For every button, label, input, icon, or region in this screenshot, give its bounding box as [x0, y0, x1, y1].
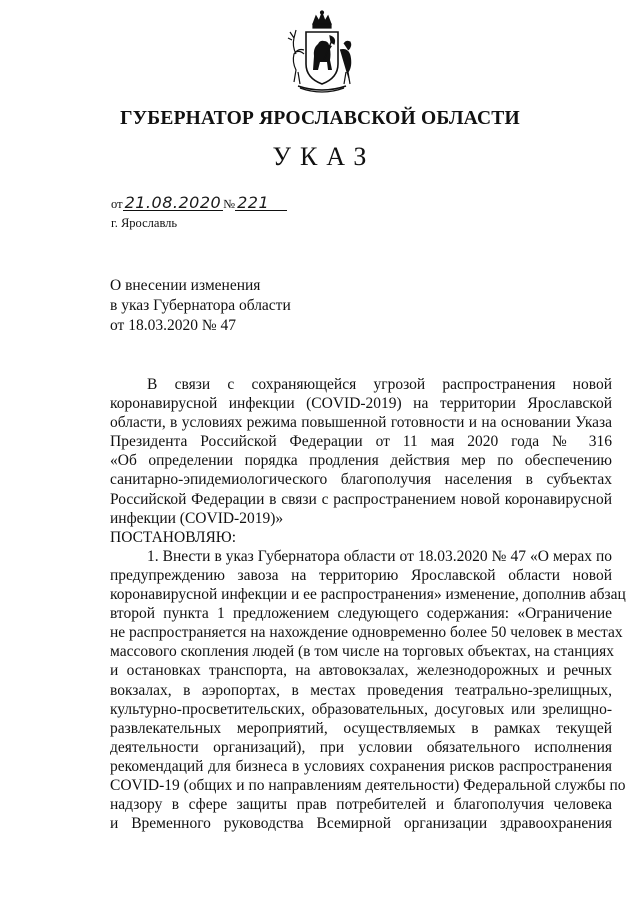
document-body [110, 375, 626, 833]
document-type-title: УКАЗ [272, 142, 376, 171]
body-line: области, в условиях режима повышенной готовности и на основании Указа [110, 414, 612, 432]
subject-line: О внесении изменения [110, 277, 261, 294]
handwritten-number: 221 [235, 196, 287, 211]
body-line: COVID-19 (общих и по направлениям деятельности) Федеральной службы по [110, 776, 626, 794]
body-line: не распространяется на нахождение одновременно более 50 человек в местах [110, 624, 623, 642]
body-line: санитарно-эпидемиологического благополучия населения в субъектах [110, 471, 612, 489]
body-line: массового скопления людей (в том числе на торговых объектах, на станциях [110, 643, 615, 661]
subject-line: от 18.03.2020 № 47 [110, 317, 236, 334]
issuing-authority-title: ГУБЕРНАТОР ЯРОСЛАВСКОЙ ОБЛАСТИ [120, 108, 520, 129]
body-line: вокзалах, в аэропортах, в местах проведения театрально-зрелищных, [110, 681, 612, 699]
body-line: второй пункта 1 предложением следующего содержания: «Ограничение [110, 605, 612, 623]
body-line: рекомендаций для бизнеса в условиях сохранения рисков распространения [110, 757, 612, 775]
resolution-heading: ПОСТАНОВЛЯЮ: [110, 528, 237, 546]
body-line: развлекательных мероприятий, осуществляемых в рамках текущей [110, 719, 612, 737]
handwritten-date: 21.08.2020 [124, 193, 222, 212]
body-line: коронавирусной инфекции (COVID-2019) на территории Ярославской [110, 395, 612, 413]
number-prefix: № [223, 197, 236, 211]
body-line: деятельности организаций), при условии обязательного исполнения [110, 738, 612, 756]
city-line: г. Ярославль [111, 216, 178, 230]
body-line: 1. Внести в указ Губернатора области от 18.03.2020 № 47 «О мерах по [147, 547, 612, 565]
date-number-line [111, 193, 287, 212]
subject-line: в указ Губернатора области [110, 297, 291, 314]
body-line: коронавирусной инфекции и ее распространения» изменение, дополнив абзац [110, 586, 626, 604]
date-prefix: от [111, 197, 123, 211]
body-line: В связи с сохраняющейся угрозой распространения новой [147, 376, 612, 393]
document-subject [110, 276, 291, 336]
body-line: надзору в сфере защиты прав потребителей и благополучия человека [110, 796, 612, 814]
body-line: «Об определении порядка продления действия мер по обеспечению [110, 452, 612, 470]
coat-of-arms-emblem [280, 10, 364, 96]
body-line: культурно-просветительских, образовательных, досуговых или зрелищно- [110, 700, 612, 718]
body-line: Российской Федерации в связи с распространением новой коронавирусной [110, 490, 612, 508]
body-line: предупреждению завоза на территорию Ярославской области новой [110, 566, 612, 584]
body-line: Президента Российской Федерации от 11 мая 2020 года № 316 [110, 433, 612, 451]
body-line: и остановках транспорта, на автовокзалах, железнодорожных и речных [110, 662, 612, 680]
body-line: инфекции (COVID-2019)» [110, 509, 284, 527]
body-line: и Временного руководства Всемирной организации здравоохранения [110, 815, 612, 833]
